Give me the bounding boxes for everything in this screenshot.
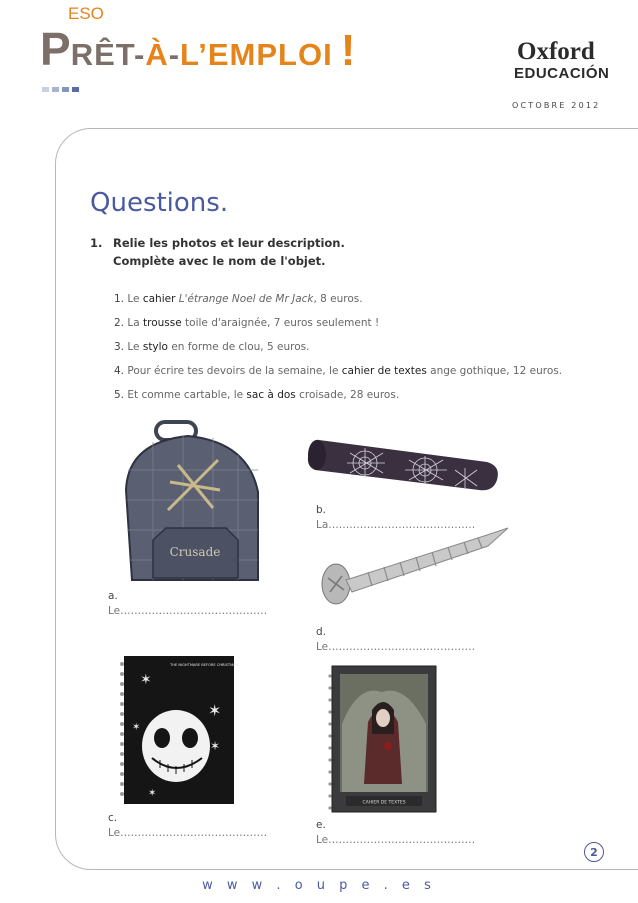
brand-dash: -: [133, 37, 146, 72]
jack-notebook-image: [118, 654, 238, 806]
description-item: [114, 389, 399, 401]
item-number: 5.: [114, 389, 125, 401]
brand-letter-p: P: [40, 23, 71, 75]
svg-text:✶: ✶: [140, 672, 152, 688]
collection-title: [40, 23, 356, 76]
answer-blank-b: La……………………………………: [316, 519, 476, 531]
publisher-logo: Oxford: [517, 38, 595, 65]
description-item: [114, 317, 379, 329]
instruction-line-1: Relie les photos et leur description.: [113, 236, 345, 250]
item-number: 4.: [114, 365, 125, 377]
item-text: ange gothique, 12 euros.: [426, 365, 563, 377]
svg-text:✶: ✶: [208, 701, 222, 720]
section-title: Questions.: [90, 188, 229, 218]
svg-text:✶: ✶: [210, 739, 221, 753]
backpack-label: Crusade: [169, 545, 221, 559]
answer-blank-e: Le……………………………………: [316, 834, 476, 846]
item-text: Le: [124, 293, 143, 305]
item-object: trousse: [143, 317, 182, 329]
page-number: 2: [584, 842, 604, 862]
item-object: sac à dos: [246, 389, 296, 401]
brand-dash: -: [168, 37, 181, 72]
backpack-image: [108, 420, 278, 588]
answer-blank-a: Le……………………………………: [108, 605, 268, 617]
nail-pen-image: [312, 522, 512, 612]
decorative-squares: [42, 87, 79, 92]
publisher-subtitle: EDUCACIÓN: [514, 65, 610, 82]
answer-blank-d: Le……………………………………: [316, 641, 476, 653]
item-text: croisade, 28 euros.: [295, 389, 400, 401]
issue-date: OCTOBRE 2012: [512, 101, 601, 110]
notebook-cover-title: CAHIER DE TEXTES: [362, 800, 406, 806]
item-text: Le: [124, 341, 143, 353]
label-b: b.: [316, 504, 327, 516]
description-item: [114, 365, 562, 377]
item-text: , 8 euros.: [313, 293, 363, 305]
question-number: 1.: [90, 236, 103, 250]
item-text: Pour écrire tes devoirs de la semaine, le: [124, 365, 342, 377]
svg-text:✶: ✶: [148, 788, 157, 799]
item-text: Et comme cartable, le: [124, 389, 247, 401]
item-object: stylo: [142, 341, 168, 353]
brand-a: À: [145, 37, 169, 72]
item-object: cahier: [142, 293, 176, 305]
label-e: e.: [316, 819, 326, 831]
brand-emploi: EMPLOI: [207, 37, 333, 72]
instruction-line-2: Complète avec le nom de l'objet.: [113, 254, 326, 268]
brand-l: L’: [180, 37, 208, 72]
item-title: L'étrange Noel de Mr Jack: [175, 293, 314, 305]
pencil-case-image: [305, 418, 505, 498]
item-text: La: [124, 317, 143, 329]
description-item: [114, 293, 363, 305]
notebook-cover-title: THE NIGHTMARE BEFORE CHRISTMAS: [170, 663, 238, 667]
label-c: c.: [108, 812, 118, 824]
item-number: 1.: [114, 293, 125, 305]
description-item: [114, 341, 309, 353]
label-a: a.: [108, 590, 118, 602]
item-text: toile d'araignée, 7 euros seulement !: [181, 317, 380, 329]
website-url[interactable]: w w w . o u p e . e s: [202, 878, 436, 893]
answer-blank-c: Le……………………………………: [108, 827, 268, 839]
series-label: ESO: [68, 4, 104, 23]
brand-exclamation: !: [340, 26, 356, 75]
svg-text:✶: ✶: [132, 722, 141, 733]
gothic-notebook-image: [328, 664, 438, 814]
label-d: d.: [316, 626, 327, 638]
item-number: 2.: [114, 317, 125, 329]
brand-ret: RÊT: [70, 37, 134, 72]
item-number: 3.: [114, 341, 125, 353]
item-object: cahier de textes: [341, 365, 427, 377]
item-text: en forme de clou, 5 euros.: [168, 341, 310, 353]
